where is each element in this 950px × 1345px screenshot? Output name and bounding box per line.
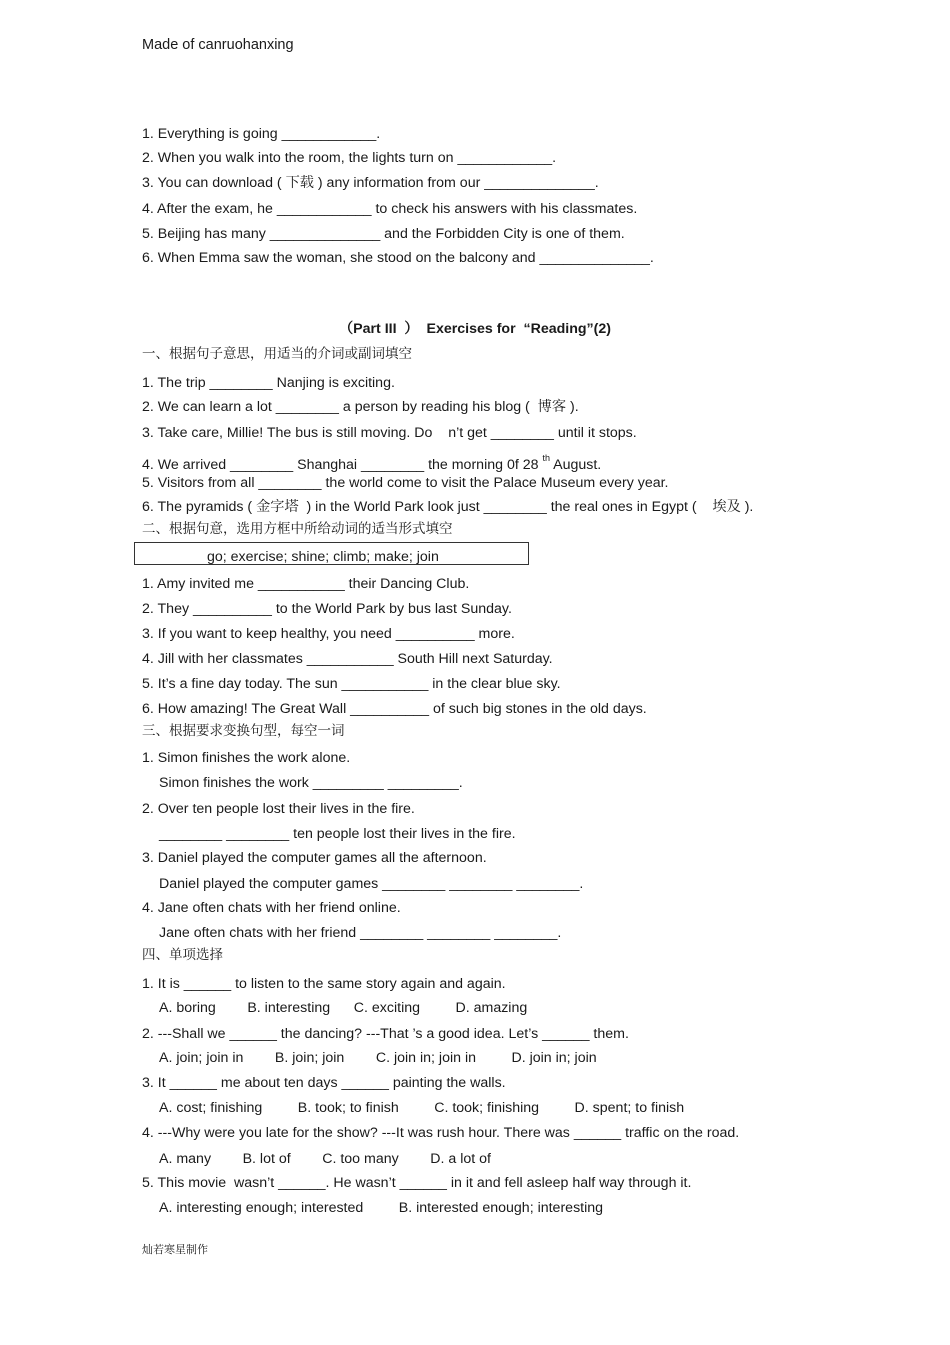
options: A. interesting enough; interested B. interested enough; interesting: [159, 1200, 604, 1216]
ordinal-suffix: th: [542, 453, 550, 463]
section-2-heading: 二、根据句意，选用方框中所给动词的适当形式填空: [142, 521, 453, 537]
question: 1. It is ______ to listen to the same story again and again.: [142, 976, 506, 992]
list-item: 1. Simon finishes the work alone.: [142, 750, 351, 766]
list-item: 2. We can learn a lot ________ a person by reading his blog ( 博客 ).: [142, 399, 579, 415]
list-item: 6. How amazing! The Great Wall __________ of such big stones in the old days.: [142, 701, 647, 717]
item-text-end: August.: [549, 457, 602, 473]
options: A. join; join in B. join; join C. join in; join in D. join in; join: [159, 1050, 597, 1066]
list-item: 5. Beijing has many ______________ and the Forbidden City is one of them.: [142, 226, 625, 242]
list-item: 1. Everything is going ____________.: [142, 126, 381, 142]
list-item: 6. When Emma saw the woman, she stood on the balcony and ______________.: [142, 250, 654, 266]
question: 4. ---Why were you late for the show? ---It was rush hour. There was ______ traffic on the road.: [142, 1125, 740, 1141]
section-4-heading: 四、单项选择: [142, 947, 223, 963]
page-header: Made of canruohanxing: [142, 37, 294, 53]
list-item: 5. Visitors from all ________ the world come to visit the Palace Museum every year.: [142, 475, 669, 491]
question: 3. It ______ me about ten days ______ painting the walls.: [142, 1075, 506, 1091]
page-footer: 灿若寒星制作: [142, 1243, 208, 1256]
list-item: 4. After the exam, he ____________ to check his answers with his classmates.: [142, 201, 638, 217]
options: A. many B. lot of C. too many D. a lot of: [159, 1151, 491, 1167]
question: 2. ---Shall we ______ the dancing? ---That ’s a good idea. Let’s ______ them.: [142, 1026, 629, 1042]
list-item: 2. Over ten people lost their lives in the fire.: [142, 801, 415, 817]
list-item-answer: Jane often chats with her friend ________ ________ ________.: [159, 925, 562, 941]
list-item-answer: Daniel played the computer games ________ ________ ________.: [159, 876, 584, 892]
list-item: 1. Amy invited me ___________ their Dancing Club.: [142, 576, 470, 592]
section-title: （Part III ） Exercises for “Reading”(2): [338, 321, 611, 337]
word-box-text: go; exercise; shine; climb; make; join: [207, 549, 439, 565]
list-item: 5. It’s a fine day today. The sun ___________ in the clear blue sky.: [142, 676, 561, 692]
list-item: 3. If you want to keep healthy, you need __________ more.: [142, 626, 515, 642]
list-item: [142, 449, 601, 474]
question: 5. This movie wasn’t ______. He wasn’t ______ in it and fell asleep half way through it.: [142, 1175, 692, 1191]
list-item: 3. Take care, Millie! The bus is still moving. Do n’t get ________ until it stops.: [142, 425, 637, 441]
options: A. cost; finishing B. took; to finish C. took; finishing D. spent; to finish: [159, 1100, 685, 1116]
list-item: 1. The trip ________ Nanjing is exciting.: [142, 375, 395, 391]
list-item: 2. They __________ to the World Park by bus last Sunday.: [142, 601, 512, 617]
item-text: 4. We arrived ________ Shanghai ________ the morning 0f 28: [142, 457, 539, 473]
section-1-heading: 一、根据句子意思，用适当的介词或副词填空: [142, 346, 412, 362]
list-item: 2. When you walk into the room, the lights turn on ____________.: [142, 150, 557, 166]
list-item: 3. Daniel played the computer games all the afternoon.: [142, 850, 487, 866]
list-item: 4. Jill with her classmates ___________ South Hill next Saturday.: [142, 651, 553, 667]
list-item-answer: Simon finishes the work _________ _________.: [159, 775, 463, 791]
word-box: [134, 542, 529, 565]
list-item: 3. You can download ( 下载 ) any information from our ______________.: [142, 175, 599, 191]
list-item: 4. Jane often chats with her friend online.: [142, 900, 401, 916]
list-item-answer: ________ ________ ten people lost their lives in the fire.: [159, 826, 516, 842]
list-item: 6. The pyramids ( 金字塔 ) in the World Park look just ________ the real ones in Egypt ( 埃及 ).: [142, 499, 754, 515]
section-3-heading: 三、根据要求变换句型，每空一词: [142, 723, 345, 739]
options: A. boring B. interesting C. exciting D. amazing: [159, 1000, 528, 1016]
